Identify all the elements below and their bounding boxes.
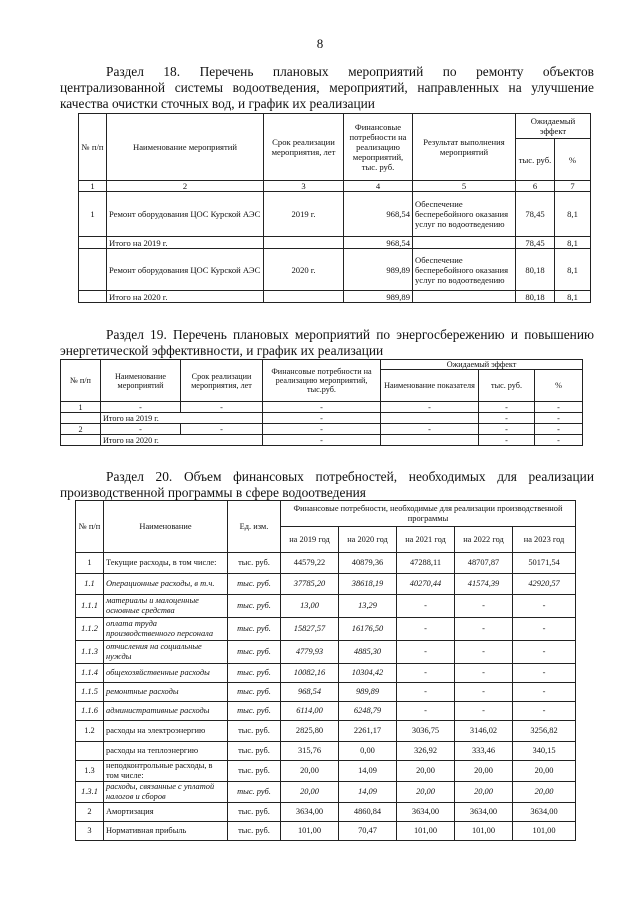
row-value: 4885,30 [339, 641, 397, 664]
row-name: Нормативная прибыль [104, 822, 228, 841]
row-name: неподконтрольные расходы, в том числе: [104, 761, 228, 782]
row-rub: - [479, 424, 535, 435]
row-value: - [397, 664, 455, 683]
row-value: 989,89 [339, 683, 397, 702]
header-finance: Финансовые потребности, необходимые для реализации производственной программы [281, 501, 576, 527]
row-value: 38618,19 [339, 574, 397, 595]
row-value: 101,00 [397, 822, 455, 841]
row-pct: 8,1 [555, 291, 591, 303]
header-indicator: Наименование показателя [381, 370, 479, 402]
column-number-row [79, 181, 591, 192]
header-year: на 2022 год [455, 527, 513, 553]
row-value: 3036,75 [397, 721, 455, 742]
row-name: - [101, 424, 181, 435]
header-effect: Ожидаемый эффект [516, 114, 591, 139]
table-row [61, 424, 583, 435]
row-value: - [455, 664, 513, 683]
row-num: 1.1.5 [76, 683, 104, 702]
row-name: Ремонт оборудования ЦОС Курской АЭС [107, 249, 264, 291]
row-num: 2 [76, 803, 104, 822]
row-rub: 78,45 [516, 192, 555, 237]
row-value: - [455, 595, 513, 618]
row-value: - [513, 618, 576, 641]
row-value: 20,00 [281, 782, 339, 803]
row-name: - [101, 402, 181, 413]
row-value: 3634,00 [397, 803, 455, 822]
row-num: 1.1.4 [76, 664, 104, 683]
row-value: 4779,93 [281, 641, 339, 664]
row-unit: тыс. руб. [228, 641, 281, 664]
row-value: - [455, 641, 513, 664]
row-value: 70,47 [339, 822, 397, 841]
row-indicator: - [381, 424, 479, 435]
row-value: 44579,22 [281, 553, 339, 574]
row-unit: тыс. руб. [228, 721, 281, 742]
row-rub: 80,18 [516, 291, 555, 303]
section-19-heading-line1: Раздел 19. Перечень плановых мероприятий по энергосбережению и повышению [106, 327, 594, 342]
row-value: 340,15 [513, 742, 576, 761]
table-row [79, 249, 591, 291]
row-value: 326,92 [397, 742, 455, 761]
row-value: 2261,17 [339, 721, 397, 742]
row-pct: 8,1 [555, 237, 591, 249]
table-row [61, 402, 583, 413]
section-20-body [76, 553, 576, 841]
header-effect-rub: тыс. руб. [516, 139, 555, 181]
row-value: - [397, 595, 455, 618]
col-number: 7 [555, 181, 591, 192]
row-pct: - [535, 435, 583, 446]
row-result: Обеспечение бесперебойного оказания услуг по водоотведению [413, 249, 516, 291]
row-value: 15827,57 [281, 618, 339, 641]
header-finance: Финансовые потребности на реализацию мероприятий, тыс.руб. [263, 360, 381, 402]
row-name: материалы и малоценные основные средства [104, 595, 228, 618]
col-number: 5 [413, 181, 516, 192]
row-num: 1 [79, 192, 107, 237]
header-term: Срок реализации мероприятия, лет [264, 114, 344, 181]
section-19-table [60, 359, 583, 446]
row-value: 13,29 [339, 595, 397, 618]
header-num: № п/п [79, 114, 107, 181]
header-year: на 2021 год [397, 527, 455, 553]
section-20-heading-line1: Раздел 20. Объем финансовых потребностей, необходимых для реализации [106, 469, 594, 484]
row-unit: тыс. руб. [228, 683, 281, 702]
row-pct: - [535, 424, 583, 435]
table-row [79, 192, 591, 237]
header-pct: % [535, 370, 583, 402]
row-value: 50171,54 [513, 553, 576, 574]
row-rub: 80,18 [516, 249, 555, 291]
row-value: 20,00 [397, 782, 455, 803]
row-num: 1.1.1 [76, 595, 104, 618]
header-finance: Финансовые потребности на реализацию мероприятий, тыс. руб. [344, 114, 413, 181]
row-value: 3634,00 [513, 803, 576, 822]
row-unit: тыс. руб. [228, 822, 281, 841]
table-row [76, 761, 576, 782]
page-number: 8 [316, 36, 324, 51]
row-unit: тыс. руб. [228, 664, 281, 683]
row-unit: тыс. руб. [228, 742, 281, 761]
col-number: 4 [344, 181, 413, 192]
row-value: 40270,44 [397, 574, 455, 595]
row-num: 3 [76, 822, 104, 841]
row-indicator: - [381, 402, 479, 413]
row-value: - [397, 618, 455, 641]
row-indicator [381, 413, 479, 424]
section-18-heading-rest: централизованной системы водоотведения, мероприятий, направленных на улучшение качества очистки сточных вод, и график их реализации [60, 80, 594, 111]
row-value: 47288,11 [397, 553, 455, 574]
row-num [79, 291, 107, 303]
header-name: Наименование [104, 501, 228, 553]
row-pct: 8,1 [555, 192, 591, 237]
row-result: Обеспечение бесперебойного оказания услуг по водоотведению [413, 192, 516, 237]
row-name: расходы, связанные с уплатой налогов и сборов [104, 782, 228, 803]
row-value: - [513, 683, 576, 702]
row-finance: - [263, 402, 381, 413]
row-unit: тыс. руб. [228, 618, 281, 641]
row-pct: 8,1 [555, 249, 591, 291]
table-row [76, 721, 576, 742]
table-row [79, 291, 591, 303]
section-18-table [78, 113, 591, 303]
section-19-heading-rest: энергетической эффективности, и график их реализации [60, 343, 384, 358]
col-number: 6 [516, 181, 555, 192]
row-value: - [455, 683, 513, 702]
row-value: 0,00 [339, 742, 397, 761]
row-value: 14,09 [339, 782, 397, 803]
row-value: - [455, 618, 513, 641]
row-value: 20,00 [281, 761, 339, 782]
row-num: 1 [61, 402, 101, 413]
table-row [76, 742, 576, 761]
table-row [76, 702, 576, 721]
table-row [61, 413, 583, 424]
row-value: 2825,80 [281, 721, 339, 742]
row-num: 1.1.3 [76, 641, 104, 664]
row-finance: - [263, 413, 381, 424]
row-name: ремонтные расходы [104, 683, 228, 702]
row-value: 3256,82 [513, 721, 576, 742]
row-num: 1.3.1 [76, 782, 104, 803]
header-num: № п/п [76, 501, 104, 553]
row-value: 101,00 [513, 822, 576, 841]
header-unit: Ед. изм. [228, 501, 281, 553]
row-value: 3146,02 [455, 721, 513, 742]
row-value: 101,00 [455, 822, 513, 841]
row-value: 6114,00 [281, 702, 339, 721]
row-finance: 968,54 [344, 237, 413, 249]
table-row [76, 683, 576, 702]
row-rub: 78,45 [516, 237, 555, 249]
table-row [76, 664, 576, 683]
row-value: 101,00 [281, 822, 339, 841]
row-unit: тыс. руб. [228, 761, 281, 782]
row-name: Итого на 2020 г. [101, 435, 263, 446]
row-num [61, 435, 101, 446]
row-num: 1.1.6 [76, 702, 104, 721]
section-18-heading-line1: Раздел 18. Перечень плановых мероприятий по ремонту объектов [106, 64, 594, 79]
row-value: 6248,79 [339, 702, 397, 721]
row-name: отчисления на социальные нужды [104, 641, 228, 664]
row-unit: тыс. руб. [228, 803, 281, 822]
row-num: 1 [76, 553, 104, 574]
header-effect: Ожидаемый эффект [381, 360, 583, 370]
row-rub: - [479, 413, 535, 424]
row-name: Ремонт оборудования ЦОС Курской АЭС [107, 192, 264, 237]
row-value: - [455, 702, 513, 721]
row-term [264, 291, 344, 303]
row-name: Текущие расходы, в том числе: [104, 553, 228, 574]
header-year: на 2020 год [339, 527, 397, 553]
row-rub: - [479, 435, 535, 446]
row-term: 2020 г. [264, 249, 344, 291]
row-value: 3634,00 [281, 803, 339, 822]
row-term: 2019 г. [264, 192, 344, 237]
row-value: 20,00 [513, 761, 576, 782]
header-num: № п/п [61, 360, 101, 402]
row-term: - [181, 402, 263, 413]
row-value: 20,00 [455, 782, 513, 803]
row-value: - [397, 702, 455, 721]
row-value: 968,54 [281, 683, 339, 702]
row-value: 3634,00 [455, 803, 513, 822]
row-value: 16176,50 [339, 618, 397, 641]
row-pct: - [535, 413, 583, 424]
row-value: 20,00 [455, 761, 513, 782]
table-row [76, 803, 576, 822]
row-name: административные расходы [104, 702, 228, 721]
row-name: Итого на 2019 г. [101, 413, 263, 424]
table-row [76, 641, 576, 664]
row-value: - [513, 664, 576, 683]
row-value: 20,00 [397, 761, 455, 782]
row-value: 37785,20 [281, 574, 339, 595]
row-indicator [381, 435, 479, 446]
header-effect-pct: % [555, 139, 591, 181]
row-finance: 968,54 [344, 192, 413, 237]
row-value: 41574,39 [455, 574, 513, 595]
row-name: Итого на 2019 г. [107, 237, 264, 249]
row-unit: тыс. руб. [228, 595, 281, 618]
row-name: Итого на 2020 г. [107, 291, 264, 303]
row-pct: - [535, 402, 583, 413]
row-value: - [397, 683, 455, 702]
table-row [76, 574, 576, 595]
header-result: Результат выполнения мероприятий [413, 114, 516, 181]
table-row [76, 595, 576, 618]
row-value: 42920,57 [513, 574, 576, 595]
row-value: 20,00 [513, 782, 576, 803]
header-term: Срок реализации мероприятия, лет [181, 360, 263, 402]
header-year: на 2019 год [281, 527, 339, 553]
row-value: 315,76 [281, 742, 339, 761]
row-term [264, 237, 344, 249]
row-name: расходы на электроэнергию [104, 721, 228, 742]
row-name: оплата труда производственного персонала [104, 618, 228, 641]
row-num: 1.1 [76, 574, 104, 595]
row-value: 10082,16 [281, 664, 339, 683]
row-name: Операционные расходы, в т.ч. [104, 574, 228, 595]
header-name: Наименование мероприятий [107, 114, 264, 181]
row-num: 1.1.2 [76, 618, 104, 641]
row-num [76, 742, 104, 761]
table-row [79, 237, 591, 249]
section-18-heading [60, 64, 594, 112]
row-result [413, 237, 516, 249]
table-row [76, 822, 576, 841]
row-finance: - [263, 424, 381, 435]
row-result [413, 291, 516, 303]
row-value: 10304,42 [339, 664, 397, 683]
col-number: 2 [107, 181, 264, 192]
section-19-heading [60, 327, 594, 359]
section-20-heading-rest: производственной программы в сфере водоотведения [60, 485, 366, 500]
row-value: 14,09 [339, 761, 397, 782]
row-unit: тыс. руб. [228, 702, 281, 721]
row-name: расходы на теплоэнергию [104, 742, 228, 761]
header-rub: тыс. руб. [479, 370, 535, 402]
row-num: 1.3 [76, 761, 104, 782]
row-unit: тыс. руб. [228, 782, 281, 803]
row-num [79, 237, 107, 249]
row-finance: 989,89 [344, 291, 413, 303]
row-value: - [513, 595, 576, 618]
row-value: - [513, 702, 576, 721]
header-year: на 2023 год [513, 527, 576, 553]
row-finance: - [263, 435, 381, 446]
row-value: 40879,36 [339, 553, 397, 574]
section-20-heading [60, 469, 594, 501]
table-row [61, 435, 583, 446]
row-value: 48707,87 [455, 553, 513, 574]
row-value: 13,00 [281, 595, 339, 618]
row-num: 2 [61, 424, 101, 435]
row-rub: - [479, 402, 535, 413]
row-unit: тыс. руб. [228, 553, 281, 574]
col-number: 3 [264, 181, 344, 192]
section-20-table [75, 500, 576, 841]
row-num [79, 249, 107, 291]
row-name: Амортизация [104, 803, 228, 822]
row-value: 333,46 [455, 742, 513, 761]
row-value: - [513, 641, 576, 664]
table-row [76, 618, 576, 641]
header-name: Наименование мероприятий [101, 360, 181, 402]
row-num: 1.2 [76, 721, 104, 742]
table-row [76, 553, 576, 574]
row-value: 4860,84 [339, 803, 397, 822]
table-row [76, 782, 576, 803]
row-term: - [181, 424, 263, 435]
col-number: 1 [79, 181, 107, 192]
row-num [61, 413, 101, 424]
row-name: общехозяйственные расходы [104, 664, 228, 683]
row-value: - [397, 641, 455, 664]
row-finance: 989,89 [344, 249, 413, 291]
row-unit: тыс. руб. [228, 574, 281, 595]
